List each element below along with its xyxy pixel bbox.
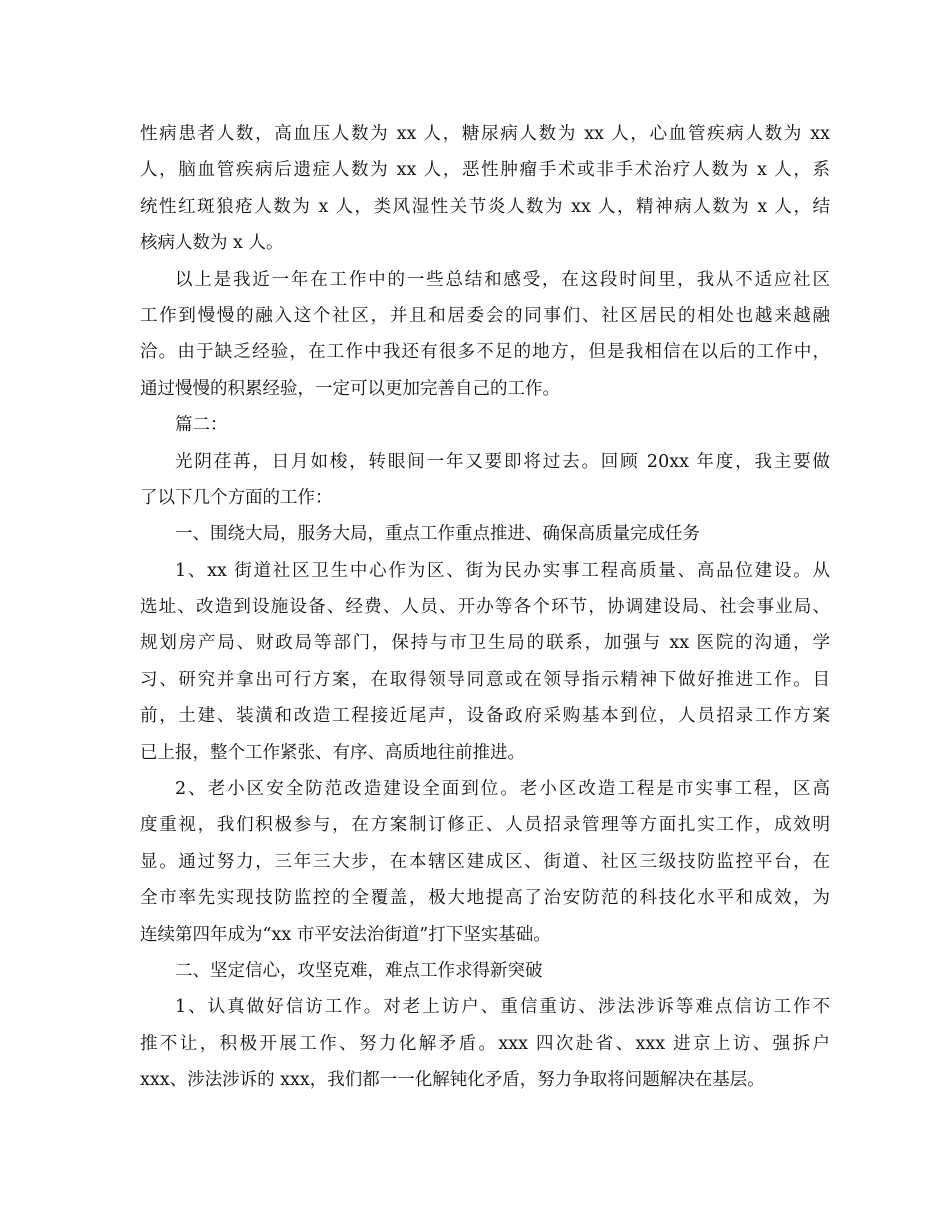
text-line: 洽。由于缺乏经验，在工作中我还有很多不足的地方，但是我相信在以后的工作中， xyxy=(140,342,830,363)
section-heading: 二、坚定信心，攻坚克难，难点工作求得新突破 xyxy=(175,960,543,981)
text-line: 全市率先实现技防监控的全覆盖，极大地提高了治安防范的科技化水平和成效，为 xyxy=(140,888,830,909)
paragraph-first-line: 1、认真做好信访工作。对老上访户、重信重访、涉法涉诉等难点信访工作不 xyxy=(175,997,830,1018)
text-line: 连续第四年成为“xx 市平安法治街道”打下坚实基础。 xyxy=(140,924,551,945)
text-line: 推不让，积极开展工作、努力化解矛盾。xxx 四次赴省、xxx 进京上访、强拆户 xyxy=(140,1033,830,1054)
paragraph-first-line: 2、老小区安全防范改造建设全面到位。老小区改造工程是市实事工程，区高 xyxy=(175,779,830,800)
section-heading: 篇二： xyxy=(175,415,228,436)
text-line: 规划房产局、财政局等部门，保持与市卫生局的联系，加强与 xx 医院的沟通，学 xyxy=(140,633,830,654)
text-line: 统性红斑狼疮人数为 x 人，类风湿性关节炎人数为 xx 人，精神病人数为 x 人，结 xyxy=(140,196,830,217)
paragraph-first-line: 光阴荏苒，日月如梭，转眼间一年又要即将过去。回顾 20xx 年度，我主要做 xyxy=(175,451,830,472)
section-heading: 一、围绕大局，服务大局，重点工作重点推进、确保高质量完成任务 xyxy=(175,524,700,545)
text-line: 了以下几个方面的工作： xyxy=(140,487,333,508)
text-line: 性病患者人数，高血压人数为 xx 人，糖尿病人数为 xx 人，心血管疾病人数为 xx xyxy=(140,124,830,144)
paragraph-first-line: 以上是我近一年在工作中的一些总结和感受，在这段时间里，我从不适应社区 xyxy=(175,269,830,290)
text-line: 通过慢慢的积累经验，一定可以更加完善自己的工作。 xyxy=(140,378,560,399)
text-line: 显。通过努力，三年三大步，在本辖区建成区、街道、社区三级技防监控平台，在 xyxy=(140,851,830,872)
text-line: 已上报，整个工作紧张、有序、高质地往前推进。 xyxy=(140,742,525,763)
paragraph-first-line: 1、xx 街道社区卫生中心作为区、街为民办实事工程高质量、高品位建设。从 xyxy=(175,560,830,581)
text-line: 前，土建、装潢和改造工程接近尾声，设备政府采购基本到位，人员招录工作方案 xyxy=(140,706,830,727)
text-line: 人，脑血管疾病后遗症人数为 xx 人，恶性肿瘤手术或非手术治疗人数为 x 人，系 xyxy=(140,160,830,181)
text-line: xxx、涉法涉诉的 xxx，我们都一一化解钝化矛盾，努力争取将问题解决在基层。 xyxy=(140,1070,765,1091)
text-line: 习、研究并拿出可行方案，在取得领导同意或在领导指示精神下做好推进工作。目 xyxy=(140,669,830,690)
document-body xyxy=(140,116,830,1099)
text-line: 选址、改造到设施设备、经费、人员、开办等各个环节，协调建设局、社会事业局、 xyxy=(140,597,830,618)
text-line: 度重视，我们积极参与，在方案制订修正、人员招录管理等方面扎实工作，成效明 xyxy=(140,815,830,836)
text-line: 工作到慢慢的融入这个社区，并且和居委会的同事们、社区居民的相处也越来越融 xyxy=(140,305,830,326)
text-line: 核病人数为 x 人。 xyxy=(140,233,284,254)
